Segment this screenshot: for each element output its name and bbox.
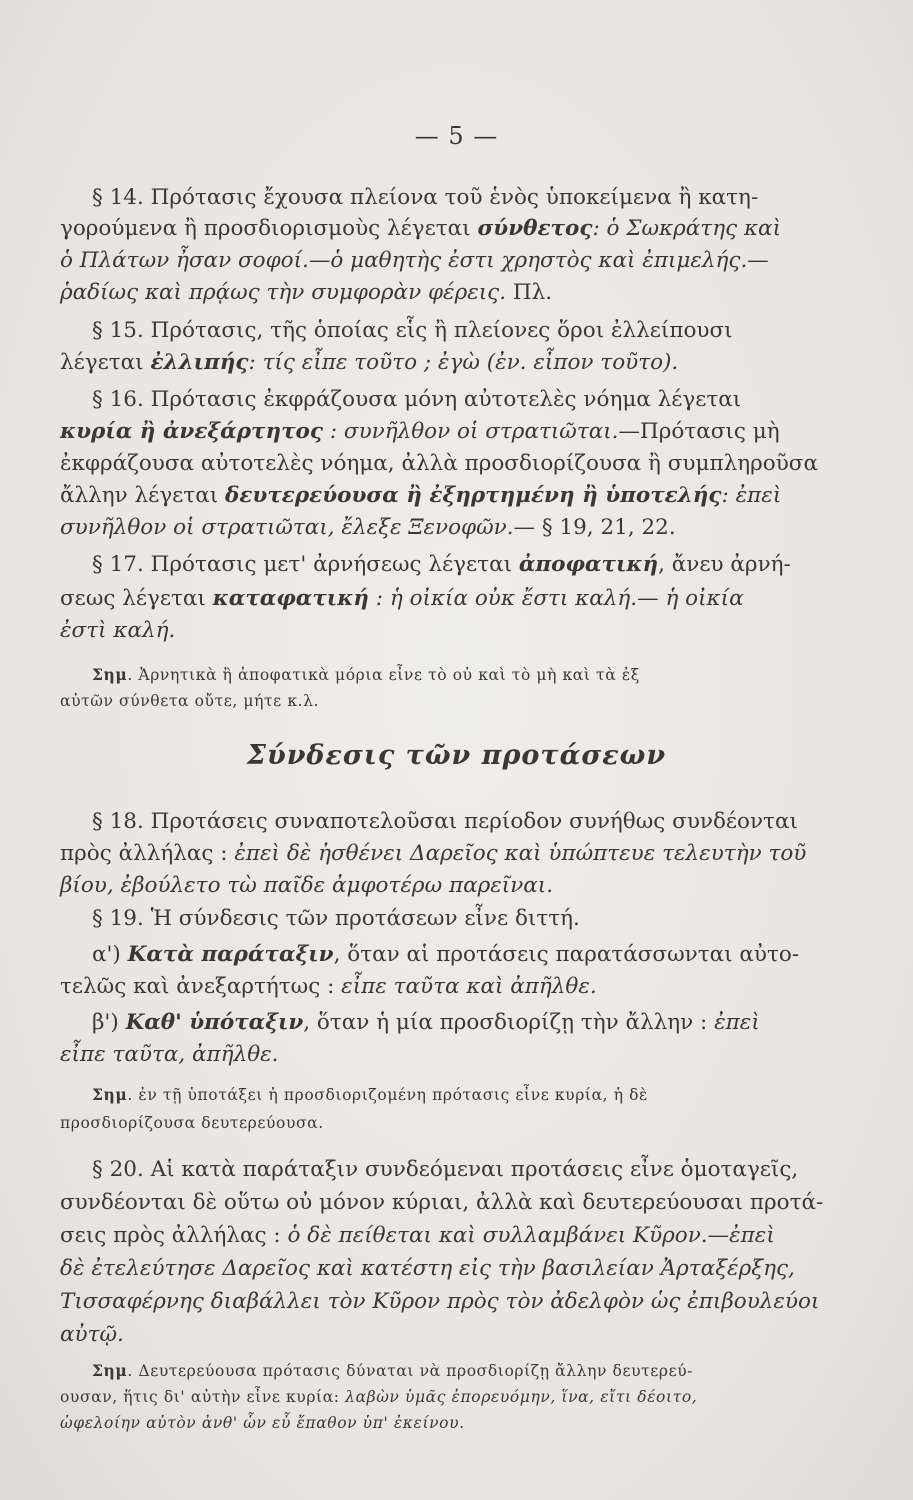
- note-line: [92, 664, 640, 686]
- text-segment: σύνθετος: [477, 216, 593, 241]
- text-segment: — § 19, 21, 22.: [513, 515, 676, 540]
- text-segment: ἄλλην λέγεται: [60, 483, 225, 508]
- text-segment: δὲ ἐτελεύτησε Δαρεῖος καὶ κατέστη εἰς τὴν βασιλείαν Ἀρταξέρξης,: [60, 1256, 795, 1281]
- note-line: [92, 1084, 648, 1106]
- text-segment: α'): [92, 942, 128, 967]
- text-segment: ἐλλιπής: [150, 350, 249, 375]
- text-segment: § 19. Ἡ σύνδεσις τῶν προτάσεων εἶνε διττή.: [92, 906, 580, 931]
- text-line: [92, 550, 791, 580]
- text-segment: Τισσαφέρνης διαβάλλει τὸν Κῦρον πρὸς τὸν ἀδελφὸν ὡς ἐπιβουλεύοι: [60, 1289, 820, 1314]
- text-segment: . Ἀρνητικὰ ἢ ἀποφατικὰ μόρια εἶνε τὸ οὐ καὶ τὸ μὴ καὶ τὰ ἐξ: [127, 666, 640, 684]
- text-segment: : συνῆλθον οἱ στρατιῶται.: [323, 419, 619, 444]
- text-segment: § 20. Αἱ κατὰ παράταξιν συνδεόμεναι προτάσεις εἶνε ὁμοταγεῖς,: [92, 1157, 799, 1182]
- text-segment: —Πρότασις μὴ: [618, 419, 780, 444]
- text-line: [60, 278, 552, 308]
- text-line: [60, 972, 597, 1002]
- text-segment: αὐτῶν σύνθετα οὔτε, μήτε κ.λ.: [60, 692, 320, 710]
- text-line: [60, 1320, 124, 1350]
- text-line: [60, 616, 175, 646]
- note-line: [60, 1112, 324, 1134]
- text-segment: . ἐν τῇ ὑποτάξει ἡ προσδιοριζομένη πρότασις εἶνε κυρία, ἡ δὲ: [127, 1086, 648, 1104]
- text-segment: ῥαδίως καὶ πρᾴως τὴν συμφορὰν φέρεις.: [60, 280, 513, 305]
- text-segment: Καθ' ὑπόταξιν: [125, 1010, 304, 1035]
- text-segment: : τίς εἶπε τοῦτο ; ἐγὼ (ἐν. εἶπον τοῦτο).: [248, 350, 679, 375]
- text-segment: : ἐπεὶ: [721, 483, 782, 508]
- text-segment: κυρία ἢ ἀνεξάρτητος: [60, 419, 323, 444]
- text-segment: , ἄνευ ἀρνή-: [658, 552, 791, 577]
- text-segment: σεως λέγεται: [60, 586, 213, 611]
- text-segment: § 14. Πρότασις ἔχουσα πλείονα τοῦ ἑνὸς ὑποκείμενα ἢ κατη-: [92, 185, 759, 210]
- text-line: [92, 807, 798, 837]
- text-segment: λέγεται: [60, 350, 151, 375]
- text-line: [60, 1254, 795, 1284]
- text-line: [60, 513, 676, 543]
- text-line: [60, 584, 744, 614]
- text-segment: ὠφελοίην αὐτὸν ἀνθ' ὧν εὖ ἔπαθον ὑπ' ἐκείνου.: [60, 1414, 465, 1432]
- text-line: [92, 316, 733, 346]
- text-segment: εἶπε ταῦτα καὶ ἀπῆλθε.: [341, 974, 597, 999]
- note-line: [92, 1360, 693, 1382]
- text-segment: συνδέονται δὲ οὕτω οὐ μόνον κύριαι, ἀλλὰ καὶ δευτερεύουσαι προτά-: [60, 1190, 824, 1215]
- text-line: [60, 449, 818, 479]
- text-line: [60, 481, 781, 511]
- note-line: [60, 1412, 465, 1434]
- text-segment: § 18. Προτάσεις συναποτελοῦσαι περίοδον συνήθως συνδέονται: [92, 809, 798, 834]
- text-segment: τελῶς καὶ ἀνεξαρτήτως :: [60, 974, 342, 999]
- text-line: [60, 214, 781, 244]
- text-segment: βίου, ἐβούλετο τὼ παῖδε ἀμφοτέρω παρεῖναι.: [60, 873, 554, 898]
- text-segment: ουσαν, ἥτις δι' αὐτὴν εἶνε κυρία:: [60, 1388, 346, 1406]
- text-segment: β'): [92, 1010, 126, 1035]
- text-segment: § 17. Πρότασις μετ' ἀρνήσεως λέγεται: [92, 552, 519, 577]
- text-line: [60, 348, 678, 378]
- text-segment: § 15. Πρότασις, τῆς ὁποίας εἷς ἢ πλείονες ὅροι ἐλλείπουσι: [92, 318, 733, 343]
- text-line: [92, 183, 758, 213]
- text-segment: Πλ.: [512, 280, 553, 305]
- text-segment: καταφατική: [212, 586, 369, 611]
- text-line: [92, 940, 799, 970]
- section-heading: Σύνδεσις τῶν προτάσεων: [246, 740, 667, 771]
- text-line: [60, 871, 553, 901]
- text-segment: ἀποφατική: [518, 552, 659, 577]
- text-segment: πρὸς ἀλλήλας :: [60, 841, 235, 866]
- text-line: [92, 1155, 798, 1185]
- text-segment: Σημ: [92, 1361, 128, 1380]
- text-segment: σεις πρὸς ἀλλήλας :: [60, 1223, 288, 1248]
- note-line: [60, 1386, 697, 1408]
- page-number: — 5 —: [414, 122, 499, 150]
- text-segment: ἐστὶ καλή.: [60, 618, 176, 643]
- text-segment: . Δευτερεύουσα πρότασις δύναται νὰ προσδιορίζῃ ἄλλην δευτερεύ-: [127, 1362, 694, 1380]
- text-segment: , ὅταν ἡ μία προσδιορίζῃ τὴν ἄλλην :: [303, 1010, 715, 1035]
- text-line: [60, 1188, 823, 1218]
- text-line: [60, 1287, 819, 1317]
- text-line: [60, 417, 780, 447]
- note-line: [60, 690, 319, 712]
- text-segment: αὐτῷ.: [60, 1322, 124, 1347]
- text-segment: λαβὼν ὑμᾶς ἐπορευόμην, ἵνα, εἴτι δέοιτο,: [345, 1388, 698, 1406]
- text-segment: : ἡ οἰκία οὐκ ἔστι καλή.— ἡ οἰκία: [368, 586, 744, 611]
- text-line: [60, 1040, 279, 1070]
- text-segment: συνῆλθον οἱ στρατιῶται, ἔλεξε Ξενοφῶν.: [60, 515, 514, 540]
- text-segment: : ὁ Σωκράτης καὶ: [592, 216, 781, 241]
- text-segment: προσδιορίζουσα δευτερεύουσα.: [60, 1114, 324, 1132]
- text-line: [92, 904, 580, 934]
- text-segment: ἐπεὶ: [714, 1010, 760, 1035]
- text-segment: εἶπε ταῦτα, ἀπῆλθε.: [60, 1042, 279, 1067]
- text-segment: ἐπεὶ δὲ ἠσθένει Δαρεῖος καὶ ὑπώπτευε τελευτὴν τοῦ: [234, 841, 807, 866]
- text-segment: γορούμενα ἢ προσδιορισμοὺς λέγεται: [60, 216, 478, 241]
- text-line: [60, 839, 806, 869]
- text-segment: Σημ: [92, 665, 128, 684]
- text-segment: , ὅταν αἱ προτάσεις παρατάσσωνται αὐτο-: [333, 942, 800, 967]
- text-segment: ὁ Πλάτων ἦσαν σοφοί.—ὁ μαθητὴς ἐστι χρηστὸς καὶ ἐπιμελής.—: [60, 248, 769, 273]
- text-line: [60, 246, 769, 276]
- text-segment: Σημ: [92, 1085, 128, 1104]
- text-line: [92, 385, 741, 415]
- text-line: [92, 1008, 760, 1038]
- text-segment: ἐκφράζουσα αὐτοτελὲς νόημα, ἀλλὰ προσδιορίζουσα ἢ συμπληροῦσα: [60, 451, 818, 476]
- text-segment: ὁ δὲ πείθεται καὶ συλλαμβάνει Κῦρον.—ἐπεὶ: [287, 1223, 775, 1248]
- text-line: [60, 1221, 775, 1251]
- text-segment: Κατὰ παράταξιν: [127, 942, 334, 967]
- text-segment: δευτερεύουσα ἢ ἐξηρτημένη ἢ ὑποτελής: [225, 483, 722, 508]
- text-segment: § 16. Πρότασις ἐκφράζουσα μόνη αὐτοτελὲς νόημα λέγεται: [92, 387, 742, 412]
